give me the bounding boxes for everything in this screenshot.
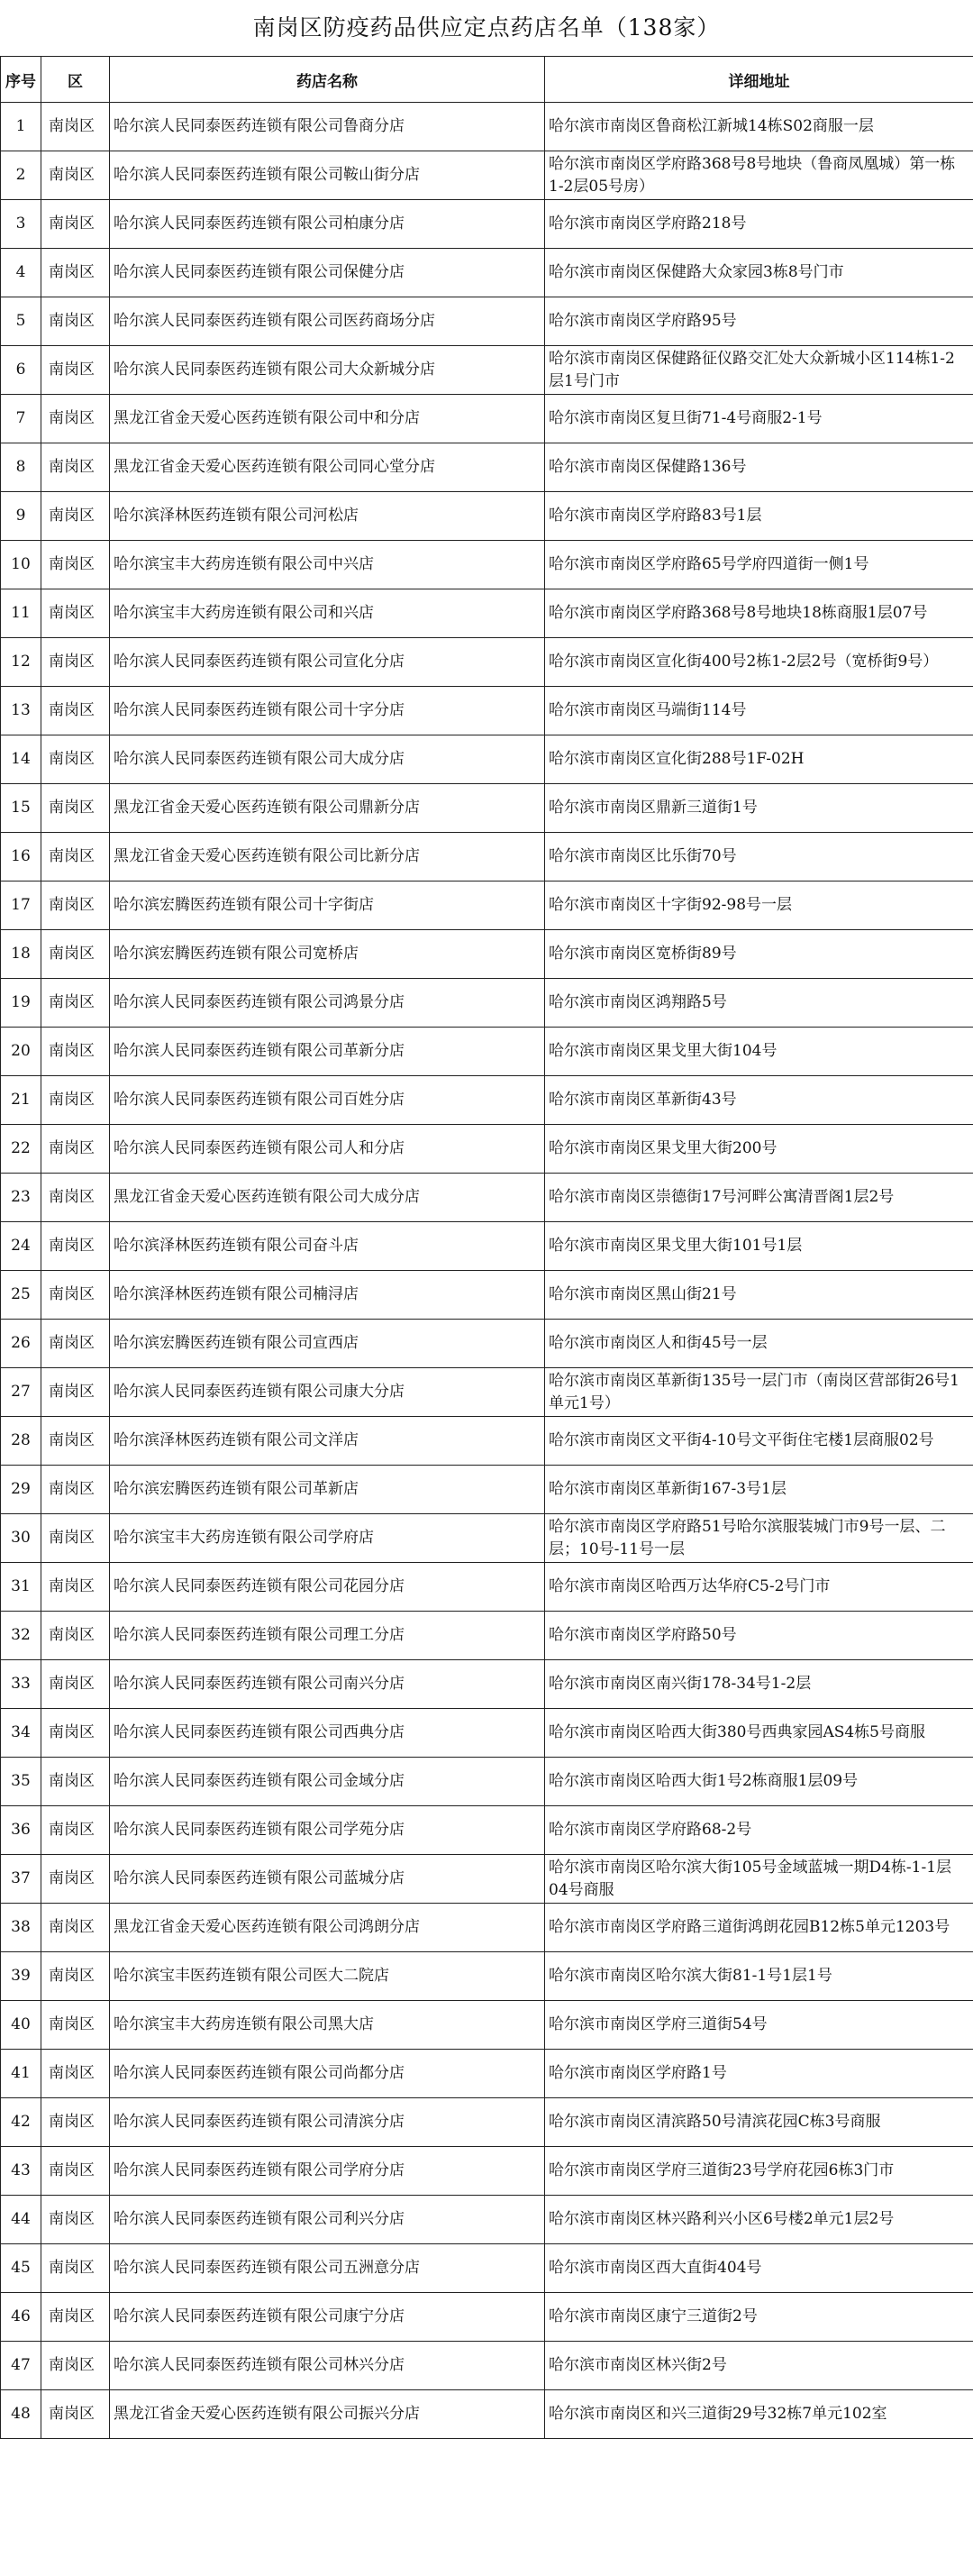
row-number: 5	[1, 297, 41, 346]
table-row	[1, 297, 973, 346]
row-number: 21	[1, 1076, 41, 1125]
row-pharmacy-name: 哈尔滨人民同泰医药连锁有限公司康宁分店	[110, 2293, 545, 2342]
row-pharmacy-name: 哈尔滨人民同泰医药连锁有限公司柏康分店	[110, 200, 545, 249]
row-number: 32	[1, 1612, 41, 1660]
row-district: 南岗区	[41, 151, 110, 200]
row-address: 哈尔滨市南岗区宽桥街89号	[545, 930, 973, 979]
row-district: 南岗区	[41, 1904, 110, 1952]
row-address: 哈尔滨市南岗区西大直街404号	[545, 2244, 973, 2293]
row-number: 36	[1, 1806, 41, 1855]
row-number: 47	[1, 2342, 41, 2390]
row-number: 40	[1, 2001, 41, 2050]
row-district: 南岗区	[41, 492, 110, 541]
table-row	[1, 1174, 973, 1222]
row-number: 18	[1, 930, 41, 979]
pharmacy-table	[0, 56, 973, 2439]
row-pharmacy-name: 黑龙江省金天爱心医药连锁有限公司振兴分店	[110, 2390, 545, 2439]
row-address: 哈尔滨市南岗区果戈里大街101号1层	[545, 1222, 973, 1271]
row-number: 38	[1, 1904, 41, 1952]
row-address: 哈尔滨市南岗区鲁商松江新城14栋S02商服一层	[545, 103, 973, 151]
row-address: 哈尔滨市南岗区革新街135号一层门市（南岗区营部街26号1单元1号）	[545, 1368, 973, 1417]
row-pharmacy-name: 黑龙江省金天爱心医药连锁有限公司同心堂分店	[110, 443, 545, 492]
row-pharmacy-name: 哈尔滨宏腾医药连锁有限公司宽桥店	[110, 930, 545, 979]
row-number: 11	[1, 589, 41, 638]
table-row	[1, 200, 973, 249]
row-district: 南岗区	[41, 1952, 110, 2001]
row-address: 哈尔滨市南岗区学府路218号	[545, 200, 973, 249]
row-pharmacy-name: 哈尔滨泽林医药连锁有限公司文洋店	[110, 1417, 545, 1466]
table-row	[1, 1271, 973, 1320]
row-number: 9	[1, 492, 41, 541]
row-pharmacy-name: 哈尔滨宏腾医药连锁有限公司宣西店	[110, 1320, 545, 1368]
table-row	[1, 1660, 973, 1709]
table-row	[1, 1806, 973, 1855]
row-pharmacy-name: 黑龙江省金天爱心医药连锁有限公司鼎新分店	[110, 784, 545, 833]
row-district: 南岗区	[41, 1222, 110, 1271]
table-row	[1, 2293, 973, 2342]
table-row	[1, 492, 973, 541]
row-address: 哈尔滨市南岗区鸿翔路5号	[545, 979, 973, 1028]
table-row	[1, 833, 973, 882]
row-address: 哈尔滨市南岗区学府三道街54号	[545, 2001, 973, 2050]
row-number: 44	[1, 2196, 41, 2244]
row-district: 南岗区	[41, 1125, 110, 1174]
row-district: 南岗区	[41, 541, 110, 589]
row-number: 12	[1, 638, 41, 687]
row-address: 哈尔滨市南岗区林兴路利兴小区6号楼2单元1层2号	[545, 2196, 973, 2244]
row-pharmacy-name: 黑龙江省金天爱心医药连锁有限公司鸿朗分店	[110, 1904, 545, 1952]
table-row	[1, 2147, 973, 2196]
row-pharmacy-name: 哈尔滨人民同泰医药连锁有限公司蓝城分店	[110, 1855, 545, 1904]
row-address: 哈尔滨市南岗区保健路136号	[545, 443, 973, 492]
row-district: 南岗区	[41, 1320, 110, 1368]
row-address: 哈尔滨市南岗区马端街114号	[545, 687, 973, 735]
table-row	[1, 589, 973, 638]
row-district: 南岗区	[41, 1271, 110, 1320]
row-district: 南岗区	[41, 2098, 110, 2147]
row-pharmacy-name: 哈尔滨人民同泰医药连锁有限公司林兴分店	[110, 2342, 545, 2390]
row-pharmacy-name: 哈尔滨泽林医药连锁有限公司奋斗店	[110, 1222, 545, 1271]
row-address: 哈尔滨市南岗区崇德街17号河畔公寓清晋阁1层2号	[545, 1174, 973, 1222]
row-pharmacy-name: 哈尔滨人民同泰医药连锁有限公司南兴分店	[110, 1660, 545, 1709]
row-pharmacy-name: 哈尔滨人民同泰医药连锁有限公司人和分店	[110, 1125, 545, 1174]
table-row	[1, 395, 973, 443]
row-address: 哈尔滨市南岗区林兴街2号	[545, 2342, 973, 2390]
row-number: 17	[1, 882, 41, 930]
row-pharmacy-name: 哈尔滨人民同泰医药连锁有限公司鲁商分店	[110, 103, 545, 151]
row-district: 南岗区	[41, 930, 110, 979]
row-address: 哈尔滨市南岗区哈西大街1号2栋商服1层09号	[545, 1758, 973, 1806]
header-name: 药店名称	[110, 57, 545, 103]
row-address: 哈尔滨市南岗区学府路83号1层	[545, 492, 973, 541]
row-pharmacy-name: 哈尔滨人民同泰医药连锁有限公司学府分店	[110, 2147, 545, 2196]
row-pharmacy-name: 哈尔滨人民同泰医药连锁有限公司保健分店	[110, 249, 545, 297]
row-number: 43	[1, 2147, 41, 2196]
row-district: 南岗区	[41, 1855, 110, 1904]
row-district: 南岗区	[41, 979, 110, 1028]
row-address: 哈尔滨市南岗区比乐街70号	[545, 833, 973, 882]
table-row	[1, 1612, 973, 1660]
row-number: 16	[1, 833, 41, 882]
row-pharmacy-name: 哈尔滨泽林医药连锁有限公司楠浔店	[110, 1271, 545, 1320]
row-district: 南岗区	[41, 2196, 110, 2244]
table-header-row	[1, 57, 973, 103]
row-number: 39	[1, 1952, 41, 2001]
row-pharmacy-name: 哈尔滨人民同泰医药连锁有限公司宣化分店	[110, 638, 545, 687]
row-district: 南岗区	[41, 1660, 110, 1709]
row-address: 哈尔滨市南岗区宣化街400号2栋1-2层2号（宽桥街9号）	[545, 638, 973, 687]
row-number: 2	[1, 151, 41, 200]
row-district: 南岗区	[41, 2244, 110, 2293]
row-number: 19	[1, 979, 41, 1028]
row-pharmacy-name: 哈尔滨人民同泰医药连锁有限公司金域分店	[110, 1758, 545, 1806]
row-pharmacy-name: 哈尔滨人民同泰医药连锁有限公司革新分店	[110, 1028, 545, 1076]
row-number: 7	[1, 395, 41, 443]
row-pharmacy-name: 哈尔滨宝丰医药连锁有限公司医大二院店	[110, 1952, 545, 2001]
row-pharmacy-name: 哈尔滨人民同泰医药连锁有限公司理工分店	[110, 1612, 545, 1660]
table-row	[1, 2050, 973, 2098]
table-body	[1, 103, 973, 2439]
table-row	[1, 784, 973, 833]
row-number: 48	[1, 2390, 41, 2439]
row-district: 南岗区	[41, 297, 110, 346]
row-number: 22	[1, 1125, 41, 1174]
row-district: 南岗区	[41, 1174, 110, 1222]
row-number: 15	[1, 784, 41, 833]
row-address: 哈尔滨市南岗区果戈里大街104号	[545, 1028, 973, 1076]
row-district: 南岗区	[41, 1466, 110, 1514]
row-pharmacy-name: 黑龙江省金天爱心医药连锁有限公司大成分店	[110, 1174, 545, 1222]
row-address: 哈尔滨市南岗区清滨路50号清滨花园C栋3号商服	[545, 2098, 973, 2147]
row-address: 哈尔滨市南岗区学府路65号学府四道街一侧1号	[545, 541, 973, 589]
row-district: 南岗区	[41, 1709, 110, 1758]
row-address: 哈尔滨市南岗区哈西大街380号西典家园AS4栋5号商服	[545, 1709, 973, 1758]
row-number: 23	[1, 1174, 41, 1222]
row-district: 南岗区	[41, 103, 110, 151]
header-address: 详细地址	[545, 57, 973, 103]
row-district: 南岗区	[41, 1076, 110, 1125]
row-district: 南岗区	[41, 1612, 110, 1660]
row-district: 南岗区	[41, 882, 110, 930]
row-number: 26	[1, 1320, 41, 1368]
row-pharmacy-name: 哈尔滨宏腾医药连锁有限公司革新店	[110, 1466, 545, 1514]
row-pharmacy-name: 哈尔滨宝丰大药房连锁有限公司和兴店	[110, 589, 545, 638]
row-number: 13	[1, 687, 41, 735]
table-row	[1, 1563, 973, 1612]
row-number: 30	[1, 1514, 41, 1563]
row-number: 6	[1, 346, 41, 395]
row-pharmacy-name: 哈尔滨人民同泰医药连锁有限公司鸿景分店	[110, 979, 545, 1028]
row-pharmacy-name: 哈尔滨人民同泰医药连锁有限公司尚都分店	[110, 2050, 545, 2098]
header-district: 区	[41, 57, 110, 103]
row-number: 42	[1, 2098, 41, 2147]
row-number: 27	[1, 1368, 41, 1417]
row-address: 哈尔滨市南岗区文平街4-10号文平街住宅楼1层商服02号	[545, 1417, 973, 1466]
header-no: 序号	[1, 57, 41, 103]
row-address: 哈尔滨市南岗区学府路三道街鸿朗花园B12栋5单元1203号	[545, 1904, 973, 1952]
row-district: 南岗区	[41, 1563, 110, 1612]
table-row	[1, 1855, 973, 1904]
table-row	[1, 346, 973, 395]
row-district: 南岗区	[41, 249, 110, 297]
row-address: 哈尔滨市南岗区学府路1号	[545, 2050, 973, 2098]
row-number: 8	[1, 443, 41, 492]
table-row	[1, 443, 973, 492]
row-number: 24	[1, 1222, 41, 1271]
row-address: 哈尔滨市南岗区康宁三道街2号	[545, 2293, 973, 2342]
table-row	[1, 2342, 973, 2390]
table-row	[1, 1952, 973, 2001]
row-district: 南岗区	[41, 2293, 110, 2342]
row-number: 33	[1, 1660, 41, 1709]
row-address: 哈尔滨市南岗区宣化街288号1F-02H	[545, 735, 973, 784]
table-row	[1, 2001, 973, 2050]
row-address: 哈尔滨市南岗区人和街45号一层	[545, 1320, 973, 1368]
row-number: 45	[1, 2244, 41, 2293]
table-row	[1, 1320, 973, 1368]
row-pharmacy-name: 哈尔滨宝丰大药房连锁有限公司学府店	[110, 1514, 545, 1563]
table-row	[1, 687, 973, 735]
table-row	[1, 735, 973, 784]
table-row	[1, 2196, 973, 2244]
row-address: 哈尔滨市南岗区黑山街21号	[545, 1271, 973, 1320]
table-row	[1, 249, 973, 297]
row-district: 南岗区	[41, 346, 110, 395]
row-district: 南岗区	[41, 1417, 110, 1466]
row-district: 南岗区	[41, 200, 110, 249]
table-row	[1, 1368, 973, 1417]
row-pharmacy-name: 哈尔滨宝丰大药房连锁有限公司黑大店	[110, 2001, 545, 2050]
row-address: 哈尔滨市南岗区哈尔滨大街105号金域蓝城一期D4栋-1-1层04号商服	[545, 1855, 973, 1904]
row-number: 31	[1, 1563, 41, 1612]
row-district: 南岗区	[41, 1368, 110, 1417]
row-number: 29	[1, 1466, 41, 1514]
row-pharmacy-name: 哈尔滨人民同泰医药连锁有限公司鞍山街分店	[110, 151, 545, 200]
row-address: 哈尔滨市南岗区十字街92-98号一层	[545, 882, 973, 930]
row-district: 南岗区	[41, 395, 110, 443]
table-row	[1, 1028, 973, 1076]
row-district: 南岗区	[41, 1514, 110, 1563]
row-address: 哈尔滨市南岗区保健路征仪路交汇处大众新城小区114栋1-2层1号门市	[545, 346, 973, 395]
row-pharmacy-name: 哈尔滨人民同泰医药连锁有限公司百姓分店	[110, 1076, 545, 1125]
table-row	[1, 1466, 973, 1514]
row-district: 南岗区	[41, 687, 110, 735]
row-district: 南岗区	[41, 2147, 110, 2196]
row-pharmacy-name: 黑龙江省金天爱心医药连锁有限公司中和分店	[110, 395, 545, 443]
row-district: 南岗区	[41, 2001, 110, 2050]
table-row	[1, 151, 973, 200]
row-address: 哈尔滨市南岗区学府路50号	[545, 1612, 973, 1660]
row-number: 28	[1, 1417, 41, 1466]
table-row	[1, 1758, 973, 1806]
table-row	[1, 1076, 973, 1125]
table-row	[1, 2390, 973, 2439]
row-district: 南岗区	[41, 784, 110, 833]
row-district: 南岗区	[41, 589, 110, 638]
row-pharmacy-name: 哈尔滨人民同泰医药连锁有限公司十字分店	[110, 687, 545, 735]
row-number: 34	[1, 1709, 41, 1758]
table-row	[1, 638, 973, 687]
row-number: 35	[1, 1758, 41, 1806]
row-district: 南岗区	[41, 638, 110, 687]
row-address: 哈尔滨市南岗区学府路51号哈尔滨服装城门市9号一层、二层；10号-11号一层	[545, 1514, 973, 1563]
row-pharmacy-name: 哈尔滨人民同泰医药连锁有限公司康大分店	[110, 1368, 545, 1417]
row-address: 哈尔滨市南岗区哈西万达华府C5-2号门市	[545, 1563, 973, 1612]
row-number: 25	[1, 1271, 41, 1320]
table-row	[1, 1904, 973, 1952]
row-number: 46	[1, 2293, 41, 2342]
row-address: 哈尔滨市南岗区学府路368号8号地块18栋商服1层07号	[545, 589, 973, 638]
row-address: 哈尔滨市南岗区保健路大众家园3栋8号门市	[545, 249, 973, 297]
table-row	[1, 1417, 973, 1466]
row-pharmacy-name: 哈尔滨人民同泰医药连锁有限公司清滨分店	[110, 2098, 545, 2147]
row-address: 哈尔滨市南岗区鼎新三道街1号	[545, 784, 973, 833]
table-row	[1, 2098, 973, 2147]
row-pharmacy-name: 哈尔滨人民同泰医药连锁有限公司大成分店	[110, 735, 545, 784]
row-number: 14	[1, 735, 41, 784]
table-row	[1, 103, 973, 151]
row-address: 哈尔滨市南岗区学府路368号8号地块（鲁商凤凰城）第一栋1-2层05号房）	[545, 151, 973, 200]
row-address: 哈尔滨市南岗区复旦街71-4号商服2-1号	[545, 395, 973, 443]
row-pharmacy-name: 哈尔滨宝丰大药房连锁有限公司中兴店	[110, 541, 545, 589]
table-row	[1, 1709, 973, 1758]
row-pharmacy-name: 哈尔滨人民同泰医药连锁有限公司学苑分店	[110, 1806, 545, 1855]
row-pharmacy-name: 哈尔滨人民同泰医药连锁有限公司大众新城分店	[110, 346, 545, 395]
table-row	[1, 2244, 973, 2293]
row-address: 哈尔滨市南岗区南兴街178-34号1-2层	[545, 1660, 973, 1709]
row-district: 南岗区	[41, 735, 110, 784]
row-district: 南岗区	[41, 2390, 110, 2439]
row-address: 哈尔滨市南岗区果戈里大街200号	[545, 1125, 973, 1174]
row-address: 哈尔滨市南岗区和兴三道街29号32栋7单元102室	[545, 2390, 973, 2439]
row-number: 20	[1, 1028, 41, 1076]
table-row	[1, 1125, 973, 1174]
row-pharmacy-name: 哈尔滨人民同泰医药连锁有限公司花园分店	[110, 1563, 545, 1612]
row-district: 南岗区	[41, 443, 110, 492]
document-title: 南岗区防疫药品供应定点药店名单（138家）	[252, 14, 721, 41]
row-pharmacy-name: 哈尔滨泽林医药连锁有限公司河松店	[110, 492, 545, 541]
row-number: 3	[1, 200, 41, 249]
row-pharmacy-name: 哈尔滨人民同泰医药连锁有限公司利兴分店	[110, 2196, 545, 2244]
table-row	[1, 930, 973, 979]
table-row	[1, 1514, 973, 1563]
row-number: 37	[1, 1855, 41, 1904]
row-pharmacy-name: 哈尔滨人民同泰医药连锁有限公司西典分店	[110, 1709, 545, 1758]
row-number: 10	[1, 541, 41, 589]
row-district: 南岗区	[41, 2050, 110, 2098]
row-address: 哈尔滨市南岗区学府路68-2号	[545, 1806, 973, 1855]
table-row	[1, 882, 973, 930]
row-address: 哈尔滨市南岗区革新街43号	[545, 1076, 973, 1125]
row-pharmacy-name: 哈尔滨人民同泰医药连锁有限公司医药商场分店	[110, 297, 545, 346]
table-row	[1, 541, 973, 589]
row-number: 41	[1, 2050, 41, 2098]
row-address: 哈尔滨市南岗区学府三道街23号学府花园6栋3门市	[545, 2147, 973, 2196]
row-pharmacy-name: 哈尔滨人民同泰医药连锁有限公司五洲意分店	[110, 2244, 545, 2293]
row-number: 4	[1, 249, 41, 297]
row-pharmacy-name: 哈尔滨宏腾医药连锁有限公司十字街店	[110, 882, 545, 930]
row-address: 哈尔滨市南岗区哈尔滨大街81-1号1层1号	[545, 1952, 973, 2001]
row-address: 哈尔滨市南岗区学府路95号	[545, 297, 973, 346]
row-number: 1	[1, 103, 41, 151]
row-address: 哈尔滨市南岗区革新街167-3号1层	[545, 1466, 973, 1514]
row-district: 南岗区	[41, 1806, 110, 1855]
row-district: 南岗区	[41, 1028, 110, 1076]
row-district: 南岗区	[41, 833, 110, 882]
table-row	[1, 1222, 973, 1271]
row-district: 南岗区	[41, 2342, 110, 2390]
row-pharmacy-name: 黑龙江省金天爱心医药连锁有限公司比新分店	[110, 833, 545, 882]
row-district: 南岗区	[41, 1758, 110, 1806]
table-row	[1, 979, 973, 1028]
